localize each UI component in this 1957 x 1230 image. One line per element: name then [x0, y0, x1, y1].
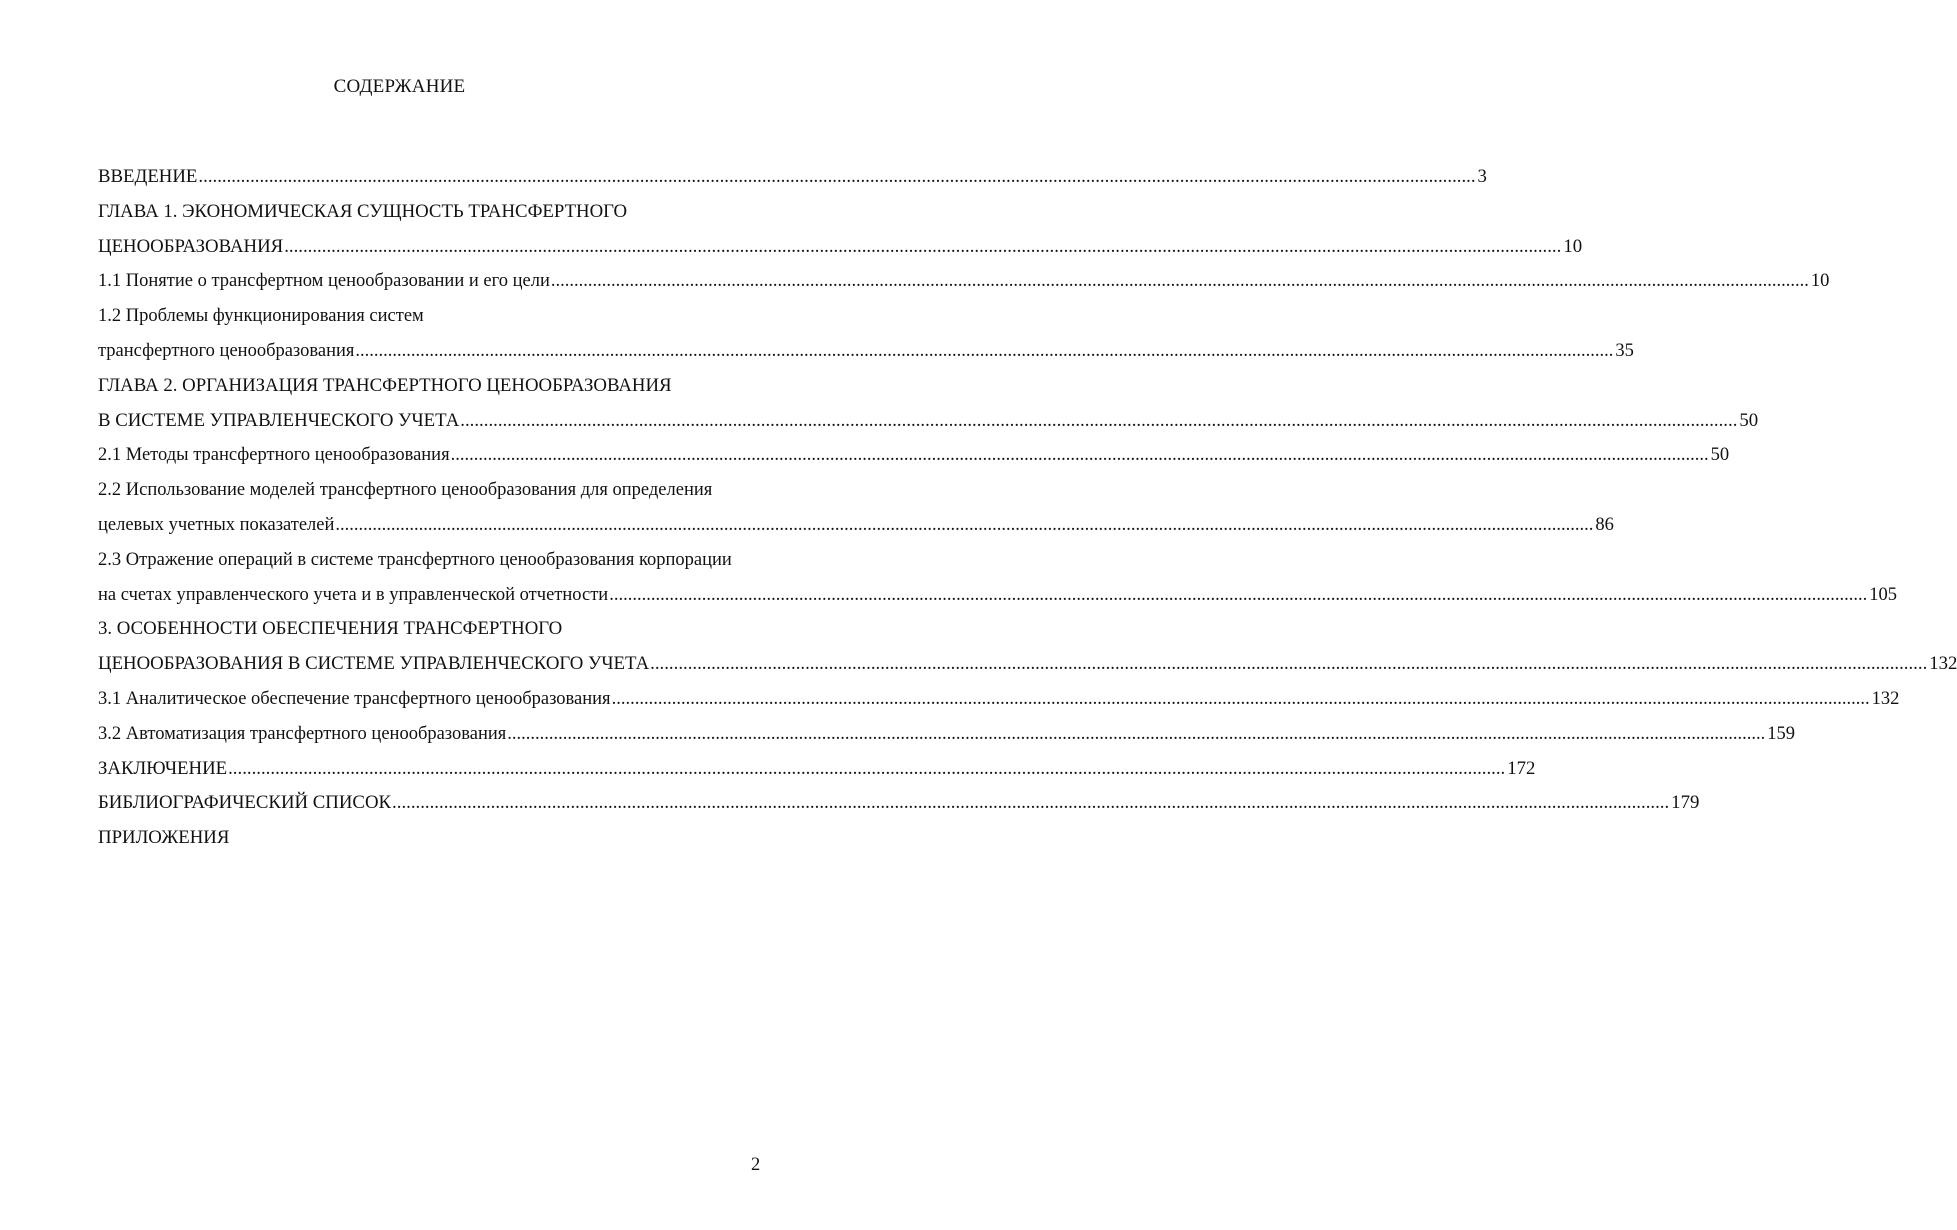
toc-entry-page: 86 [1595, 514, 1614, 535]
toc-entry-page: 3 [1477, 166, 1487, 187]
toc-entry-title: ЦЕНООБРАЗОВАНИЯ В СИСТЕМЕ УПРАВЛЕНЧЕСКОГО УЧЕТА [98, 653, 650, 675]
dot-leader [451, 438, 1709, 473]
toc-entry-title: 3.1 Аналитическое обеспечение трансфертного ценообразования [98, 688, 611, 709]
toc-entry-title: ВВЕДЕНИЕ [98, 166, 198, 187]
toc-entry[interactable] [98, 612, 1957, 682]
dot-leader [650, 647, 1927, 682]
toc-entry[interactable] [98, 821, 762, 856]
toc-line [98, 717, 1796, 752]
dot-leader [507, 717, 1765, 752]
toc-entry-title: ГЛАВА 1. ЭКОНОМИЧЕСКАЯ СУЩНОСТЬ ТРАНСФЕРТНОГО [98, 200, 628, 222]
toc-entry-title: 2.3 Отражение операций в системе трансфертного ценообразования корпорации [98, 549, 732, 570]
toc-entry[interactable] [98, 160, 1487, 195]
toc-entry-title: 1.1 Понятие о трансфертном ценообразовании и его цели [98, 271, 550, 292]
toc-entry-page: 50 [1710, 445, 1730, 466]
toc-line [98, 508, 1614, 543]
toc-entry-title: 3. ОСОБЕННОСТИ ОБЕСПЕЧЕНИЯ ТРАНСФЕРТНОГО [98, 618, 563, 640]
toc-entry[interactable] [98, 438, 1730, 473]
toc-entry-page: 10 [1563, 235, 1583, 257]
dot-leader [551, 264, 1809, 299]
toc-entry-title: целевых учетных показателей [98, 514, 335, 535]
toc-entry[interactable] [98, 299, 1634, 369]
toc-entry-page: 105 [1869, 584, 1897, 605]
toc-entry-title: на счетах управленческого учета и в управленческой отчетности [98, 584, 609, 605]
toc-line [98, 230, 1583, 265]
page-title: СОДЕРЖАНИЕ [333, 76, 466, 97]
dot-leader [609, 578, 1867, 613]
toc-entry-title: 1.2 Проблемы функционирования систем [98, 306, 424, 327]
toc-entry[interactable] [98, 717, 1796, 752]
dot-leader [392, 786, 1669, 821]
toc-line [98, 821, 762, 856]
toc-entry-title: 2.2 Использование моделей трансфертного ценообразования для определения [98, 480, 713, 501]
toc-entry-title: ЗАКЛЮЧЕНИЕ [98, 757, 228, 779]
toc-entry[interactable] [98, 264, 1830, 299]
toc-entry-page: 172 [1507, 757, 1536, 779]
toc-entry-title: ЦЕНООБРАЗОВАНИЯ [98, 235, 284, 257]
toc-entry-title: ГЛАВА 2. ОРГАНИЗАЦИЯ ТРАНСФЕРТНОГО ЦЕНООБРАЗОВАНИЯ [98, 374, 672, 396]
dot-leader [460, 404, 1737, 439]
toc-line [98, 334, 1634, 369]
toc-line [98, 264, 1830, 299]
toc-entry[interactable] [98, 543, 1897, 613]
toc-line [98, 647, 1957, 682]
toc-entry[interactable] [98, 473, 1614, 543]
dot-leader [355, 334, 1613, 369]
toc-entry-title: трансфертного ценообразования [98, 340, 355, 361]
toc-entry-page: 10 [1810, 271, 1830, 292]
toc-entry-page: 35 [1615, 340, 1634, 361]
toc-line [98, 786, 1700, 821]
toc-entry-title: ПРИЛОЖЕНИЯ [98, 827, 230, 849]
dot-leader [228, 752, 1505, 787]
dot-leader [612, 682, 1870, 717]
toc-entry-title: В СИСТЕМЕ УПРАВЛЕНЧЕСКОГО УЧЕТА [98, 409, 460, 431]
toc-line [98, 160, 1487, 195]
dot-leader [198, 160, 1475, 195]
toc-line [98, 682, 1900, 717]
toc-entry-title: 3.2 Автоматизация трансфертного ценообразования [98, 723, 507, 744]
toc-line [98, 438, 1730, 473]
page-number: 2 [751, 1155, 761, 1175]
dot-leader [335, 508, 1593, 543]
toc-entry-title: 2.1 Методы трансфертного ценообразования [98, 445, 450, 466]
toc-entry-page: 132 [1929, 653, 1957, 675]
toc-line [98, 752, 1536, 787]
toc-entry-page: 159 [1767, 723, 1796, 744]
toc-entry[interactable] [98, 369, 1759, 439]
toc-entry-title: БИБЛИОГРАФИЧЕСКИЙ СПИСОК [98, 792, 392, 814]
toc-line [98, 578, 1897, 613]
table-of-contents [98, 160, 1957, 856]
toc-line [98, 404, 1759, 439]
toc-entry-page: 132 [1871, 688, 1900, 709]
toc-entry-page: 179 [1671, 792, 1700, 814]
toc-entry-page: 50 [1739, 409, 1759, 431]
toc-entry[interactable] [98, 786, 1700, 821]
dot-leader [284, 230, 1561, 265]
toc-entry[interactable] [98, 195, 1583, 265]
toc-entry[interactable] [98, 752, 1536, 787]
toc-entry[interactable] [98, 682, 1900, 717]
